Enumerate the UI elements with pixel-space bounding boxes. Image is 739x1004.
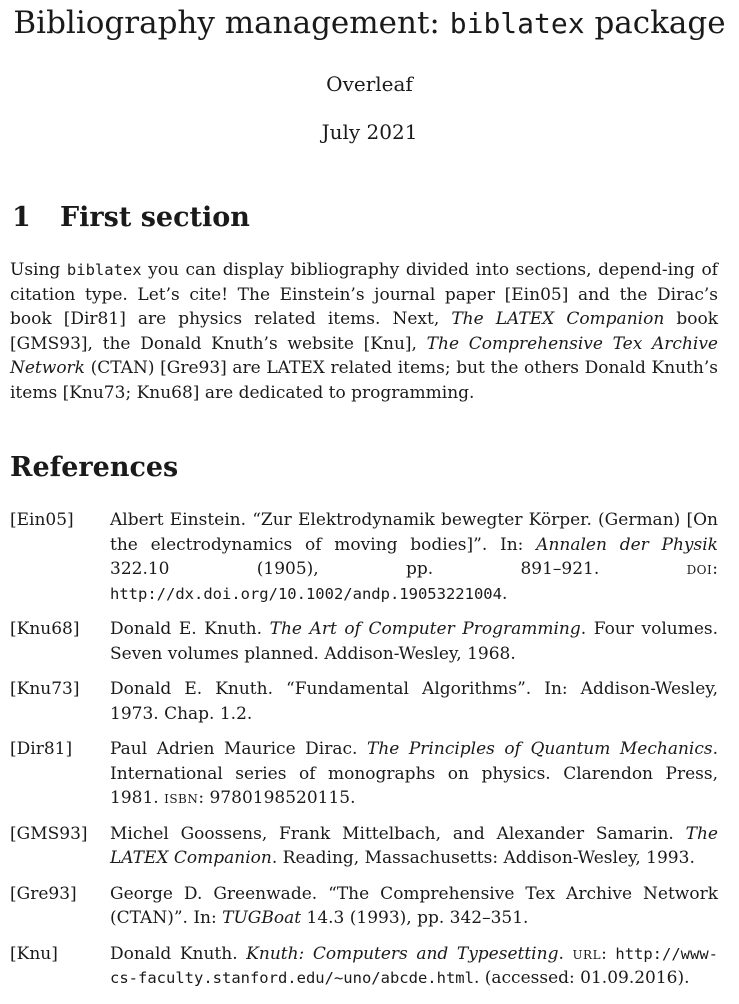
bib-url-label: url — [572, 943, 602, 964]
bib-doi-link[interactable]: http://dx.doi.org/10.1002/andp.19053221004 — [110, 584, 502, 603]
bib-book-title: Knuth: Computers and Typesetting — [246, 943, 559, 964]
references-heading: References — [10, 452, 179, 483]
bib-fragment: . — [558, 943, 573, 964]
para-text: book — [664, 309, 718, 329]
para-code: biblatex — [66, 261, 142, 279]
bib-fragment: : 9780198520115. — [198, 788, 356, 808]
citation-link[interactable]: [Gre93] — [160, 358, 227, 378]
bib-fragment: 14.3 (1993), pp. 342–351. — [301, 908, 529, 928]
para-text: you can display bibliography divided into sections, depend-ing of citation type. Let’s cite! The Einstein’s journal paper — [10, 260, 718, 305]
bib-text — [110, 942, 718, 991]
title-prefix: Bibliography management: — [13, 5, 450, 41]
bib-label: [Knu73] — [10, 679, 80, 699]
bib-text — [110, 508, 718, 606]
bib-entry — [10, 617, 718, 666]
bib-label: [Knu] — [10, 943, 58, 964]
bib-fragment: Donald E. Knuth. — [110, 619, 270, 639]
title-suffix: package — [584, 5, 726, 41]
section-heading — [12, 200, 250, 236]
bib-fragment: Donald E. Knuth. “Fundamental Algorithms”. In: Addison-Wesley, 1973. Chap. 1.2. — [110, 679, 718, 724]
bib-fragment: Michel Goossens, Frank Mittelbach, and Alexander Samarin. — [110, 823, 686, 844]
para-text: and the Dirac’s book — [10, 284, 719, 329]
bib-label: [Knu68] — [10, 619, 80, 639]
bib-label: [Dir81] — [10, 739, 73, 759]
para-text: , — [411, 333, 427, 354]
bib-book-title: The Art of Computer Programming — [269, 619, 581, 639]
citation-link[interactable]: [Knu73; Knu68] — [62, 382, 200, 403]
bib-url-link[interactable]: http://www-cs-faculty.stanford.edu/~uno/abcde.html — [110, 944, 719, 987]
bib-fragment: . (accessed: 01.09.2016). — [473, 968, 690, 988]
bib-text — [110, 822, 718, 871]
bibliography-list — [10, 508, 718, 1002]
bib-fragment: . — [501, 583, 508, 604]
bib-doi-label: doi — [686, 559, 713, 579]
para-text: Using — [10, 260, 67, 280]
bib-fragment: . International series of monographs on physics. Clarendon Press, 1981. — [110, 739, 719, 808]
citation-link[interactable]: [Dir81] — [63, 309, 126, 329]
document-title — [0, 4, 739, 43]
bib-book-title: The LATEX Companion — [110, 823, 718, 868]
bib-journal: Annalen der Physik — [536, 534, 718, 555]
bib-text — [110, 617, 718, 666]
bib-fragment: . Reading, Massachusetts: Addison-Wesley, 1993. — [271, 848, 695, 868]
bib-fragment: : — [712, 559, 718, 579]
section-number: 1 — [12, 202, 31, 233]
bib-entry — [10, 822, 718, 871]
bib-fragment: 322.10 (1905), pp. 891–921. — [110, 559, 687, 579]
bib-fragment: Donald Knuth. — [110, 943, 247, 964]
bib-text — [110, 882, 718, 931]
bib-text — [110, 677, 718, 726]
para-italic-title: The Comprehensive Tex Archive Network — [10, 333, 718, 378]
para-text: , the Donald Knuth’s website — [87, 333, 364, 354]
bib-fragment: : — [601, 943, 616, 964]
bib-journal: TUGBoat — [222, 908, 302, 928]
bib-fragment: Paul Adrien Maurice Dirac. — [110, 739, 367, 759]
bib-fragment: Albert Einstein. “Zur Elektrodynamik bewegter Körper. (German) [On the electrodynamics of moving bodies]”. In: — [110, 510, 718, 555]
bib-entry — [10, 882, 718, 931]
para-text: are LATEX related items; but the others Donald Knuth’s items — [10, 358, 718, 403]
bib-fragment: . Four volumes. Seven volumes planned. Addison-Wesley, 1968. — [110, 619, 719, 664]
bib-entry — [10, 737, 718, 811]
document-date: July 2021 — [321, 120, 418, 144]
para-text: are dedicated to programming. — [199, 382, 475, 403]
title-code: biblatex — [449, 7, 585, 40]
bib-label: [GMS93] — [10, 823, 88, 844]
citation-link[interactable]: [Ein05] — [504, 284, 569, 305]
bib-label: [Gre93] — [10, 883, 77, 904]
para-text: (CTAN) — [84, 358, 161, 378]
bib-label: [Ein05] — [10, 510, 74, 530]
citation-link[interactable]: [Knu] — [363, 333, 412, 354]
bib-fragment: George D. Greenwade. “The Comprehensive Tex Archive Network (CTAN)”. In: — [110, 883, 718, 928]
bib-entry — [10, 677, 718, 726]
para-italic-title: The LATEX Companion — [451, 309, 665, 329]
body-paragraph — [10, 258, 718, 405]
bib-entry — [10, 508, 718, 606]
bib-text — [110, 737, 718, 811]
bib-entry — [10, 942, 718, 991]
section-title: First section — [60, 202, 250, 233]
citation-link[interactable]: [GMS93] — [10, 333, 88, 354]
document-author: Overleaf — [326, 72, 413, 96]
bib-isbn-label: isbn — [164, 788, 199, 808]
para-text: are physics related items. Next, — [125, 309, 452, 329]
bib-book-title: The Principles of Quantum Mechanics — [366, 739, 713, 759]
